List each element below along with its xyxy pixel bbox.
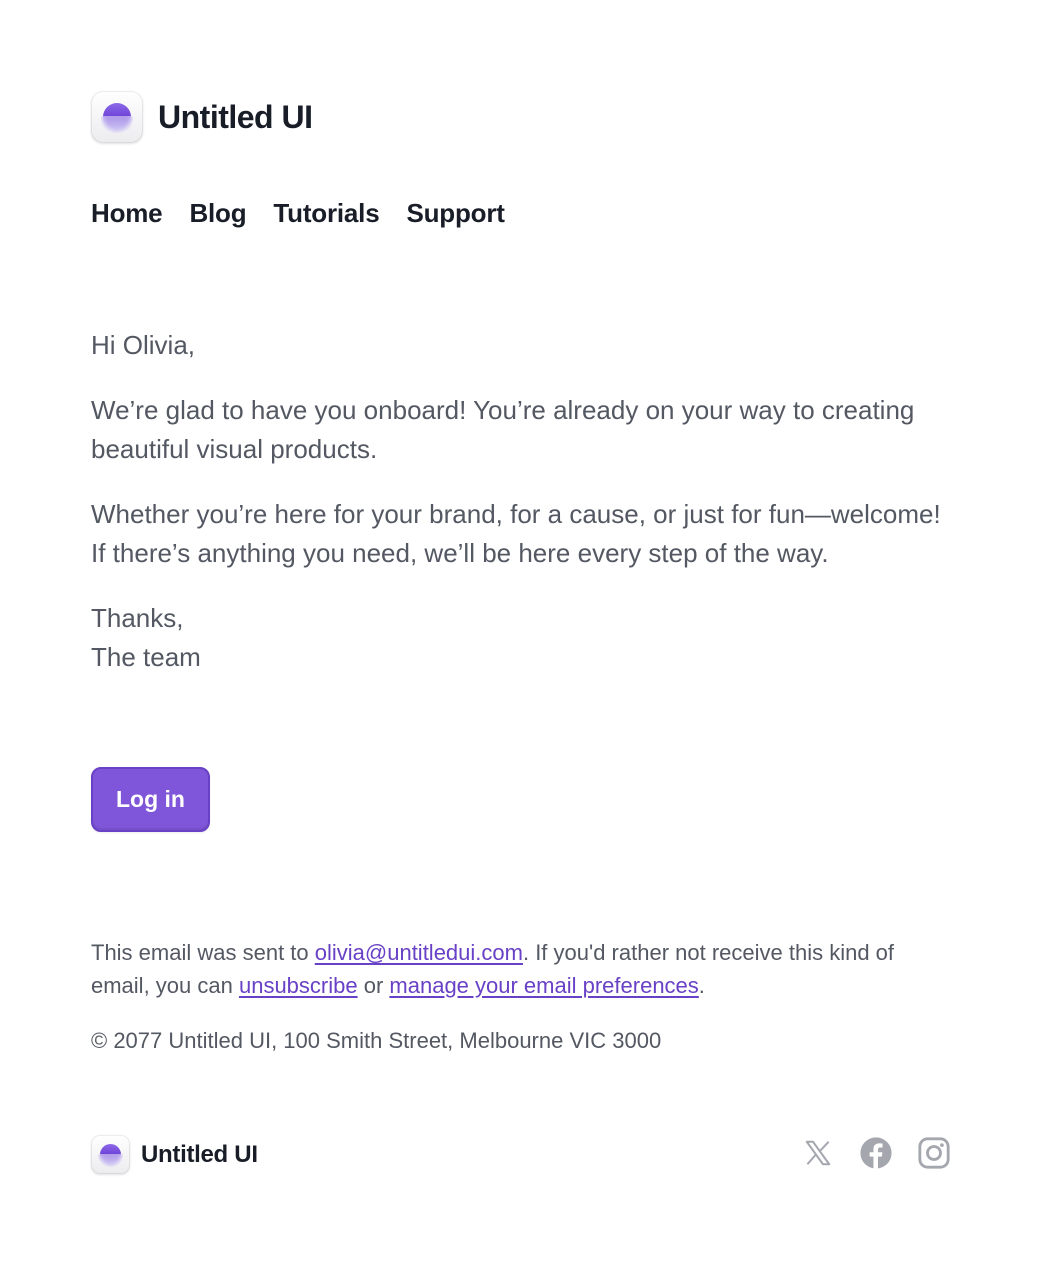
footer-logo-mark-icon: [91, 1135, 130, 1174]
nav-support[interactable]: Support: [406, 198, 505, 228]
facebook-icon[interactable]: [859, 1136, 893, 1170]
email-preferences-link[interactable]: manage your email preferences: [389, 973, 699, 998]
nav-home[interactable]: Home: [91, 198, 163, 228]
signoff: [91, 599, 951, 677]
paragraph-intro: We’re glad to have you onboard! You’re already on your way to creating beautiful visual products.: [91, 395, 915, 464]
unsubscribe-link[interactable]: unsubscribe: [238, 973, 358, 998]
main-nav: [91, 198, 505, 229]
footer-note-prefix: This email was sent to: [91, 940, 315, 965]
signoff-thanks: Thanks,: [91, 603, 184, 633]
paragraph-welcome: Whether you’re here for your brand, for a cause, or just for fun—welcome! If there’s anything you need, we’ll be here every step of the way.: [91, 499, 941, 568]
instagram-icon[interactable]: [917, 1136, 951, 1170]
recipient-email-link[interactable]: olivia@untitledui.com: [314, 940, 523, 965]
footer-logo[interactable]: [91, 1135, 258, 1174]
social-links: [801, 1136, 951, 1170]
footer-note-suffix: .: [698, 973, 705, 998]
login-button[interactable]: Log in: [91, 767, 210, 832]
footer-note-middle: . If you'd rather not receive this kind of email, you can: [91, 940, 895, 998]
footer-note-or: or: [357, 973, 390, 998]
greeting: Hi Olivia,: [91, 330, 196, 360]
email-body: [91, 326, 951, 703]
footer-brand-name: Untitled UI: [141, 1140, 258, 1168]
copyright: © 2077 Untitled UI, 100 Smith Street, Melbourne VIC 3000: [91, 1028, 662, 1053]
nav-tutorials[interactable]: Tutorials: [273, 198, 380, 228]
signoff-team: The team: [91, 642, 201, 672]
logo-mark-icon: [91, 91, 143, 143]
nav-blog[interactable]: Blog: [189, 198, 247, 228]
footer-note: [91, 936, 951, 1002]
x-icon[interactable]: [801, 1136, 835, 1170]
header-logo[interactable]: [91, 91, 312, 143]
brand-name: Untitled UI: [158, 98, 313, 135]
